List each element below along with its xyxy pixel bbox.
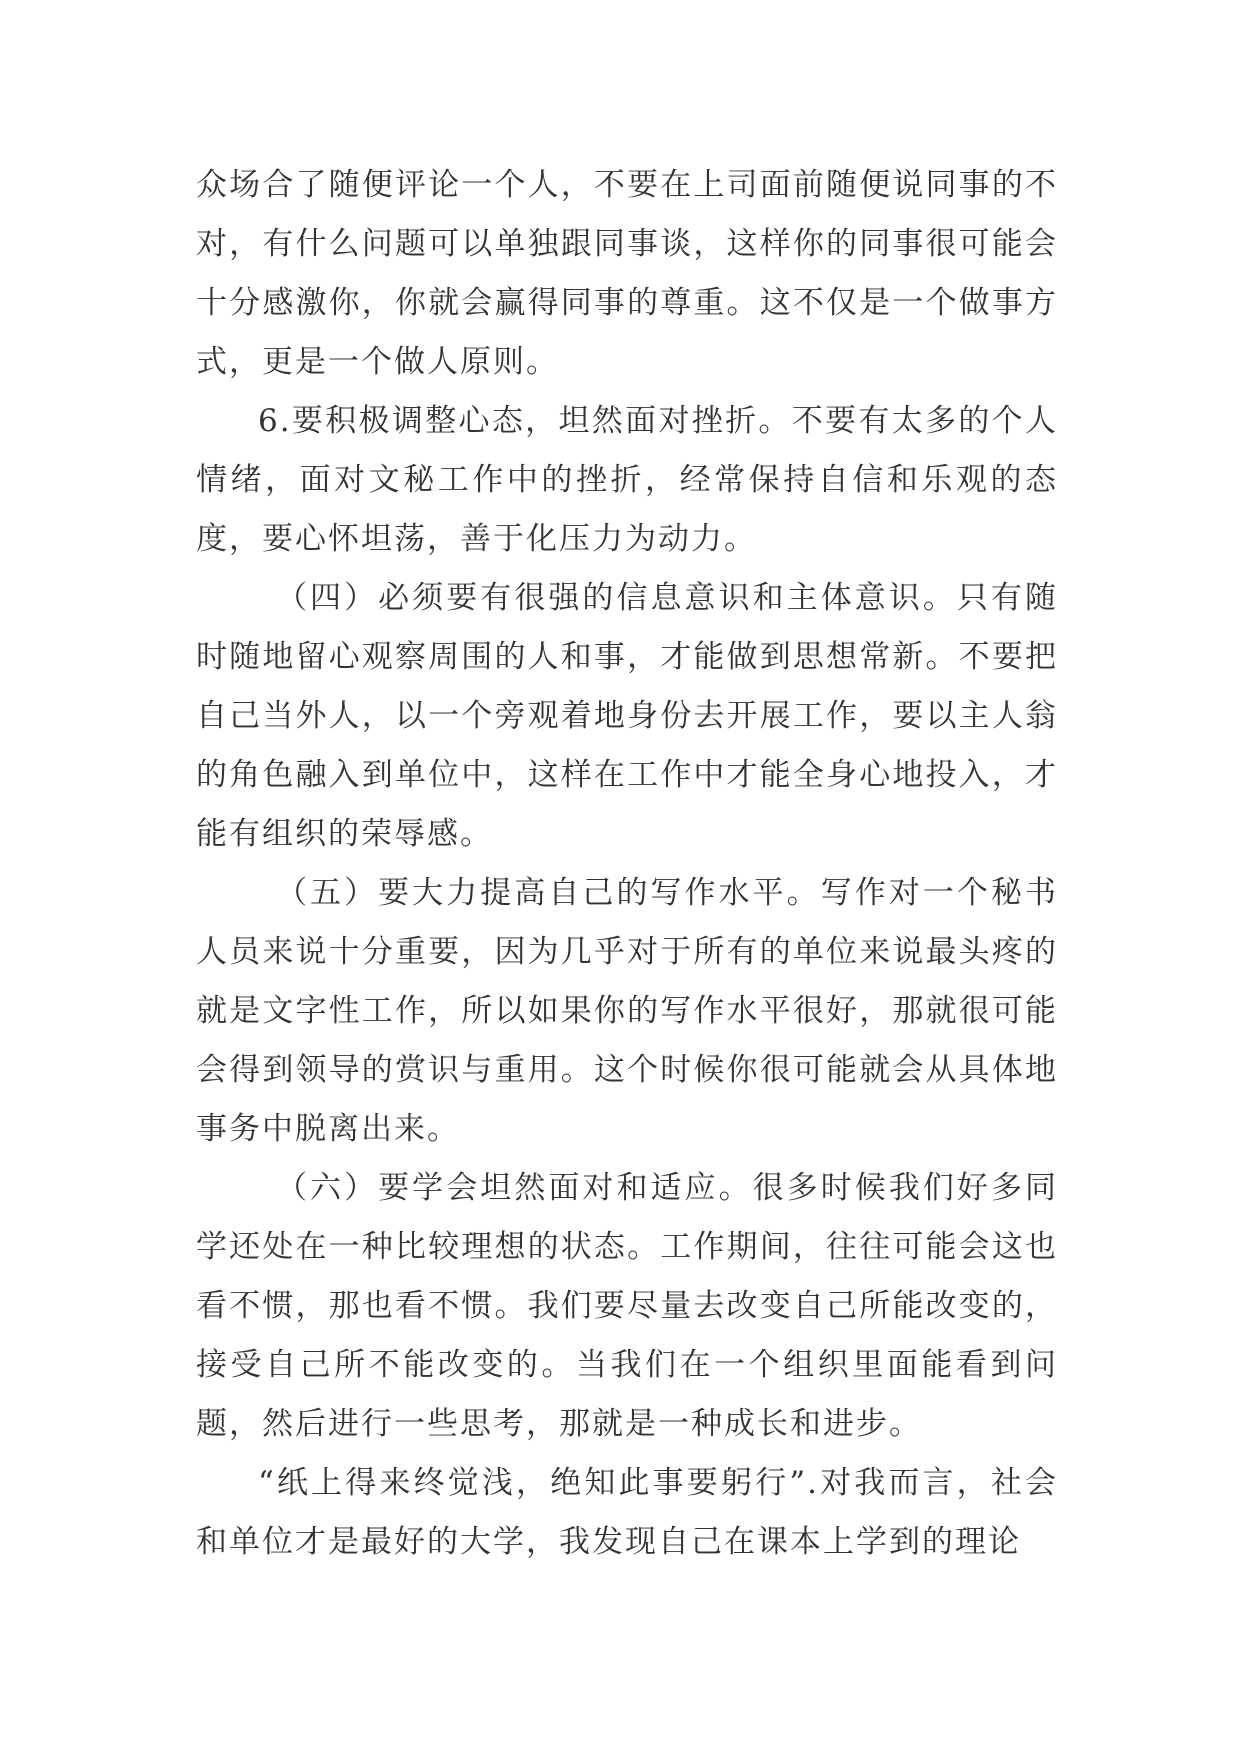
paragraph-face-and-adapt: （六）要学会坦然面对和适应。很多时候我们好多同学还处在一种比较理想的状态。工作期间，往往可能会这也看不惯，那也看不惯。我们要尽量去改变自己所能改变的，接受自己所不能改变的。当我们在一个组织里面能看到问题，然后进行一些思考，那就是一种成长和进步。 [196, 1170, 1058, 1442]
paragraph-information-awareness: （四）必须要有很强的信息意识和主体意识。只有随时随地留心观察周围的人和事，才能做到思想常新。不要把自己当外人，以一个旁观着地身份去开展工作，要以主人翁的角色融入到单位中，这样在工作中才能全身心地投入，才能有组织的荣辱感。 [196, 580, 1058, 852]
paragraph-writing-skill: （五）要大力提高自己的写作水平。写作对一个秘书人员来说十分重要，因为几乎对于所有的单位来说最头疼的就是文字性工作，所以如果你的写作水平很好，那就很可能会得到领导的赏识与重用。这个时候你很可能就会从具体地事务中脱离出来。 [196, 875, 1058, 1147]
body-text [196, 156, 1058, 1572]
paragraph-adjust-mindset: 6.要积极调整心态，坦然面对挫折。不要有太多的个人情绪，面对文秘工作中的挫折，经常保持自信和乐观的态度，要心怀坦荡，善于化压力为动力。 [196, 403, 1058, 557]
paragraph-practice-quote: “纸上得来终觉浅，绝知此事要躬行”.对我而言，社会和单位才是最好的大学，我发现自己在课本上学到的理论 [196, 1465, 1058, 1560]
paragraph-public-comment: 众场合了随便评论一个人，不要在上司面前随便说同事的不对，有什么问题可以单独跟同事谈，这样你的同事很可能会十分感激你，你就会赢得同事的尊重。这不仅是一个做事方式，更是一个做人原则。 [196, 167, 1058, 380]
